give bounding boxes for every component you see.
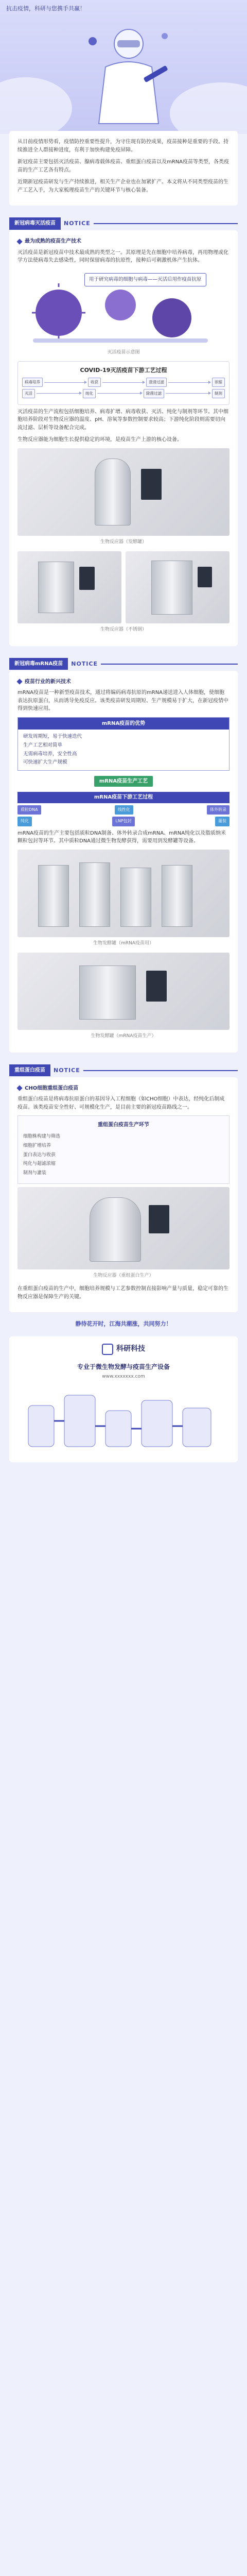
closing-tip: 静待花开时，江海共潮涨，共同努力！ bbox=[75, 1320, 172, 1328]
paragraph: 灭活疫苗是新冠疫苗中技术最成熟的类型之一。其原理是先在细胞中培养病毒，再用物理或化学方法使病毒失去感染性，同时保留病毒的抗原性，接种后可刺激机体产生抗体。 bbox=[17, 249, 228, 263]
intro-paragraph: 新冠疫苗主要包括灭活疫苗、腺病毒载体疫苗、重组蛋白疫苗以及mRNA疫苗等类型，各类疫苗的生产工艺各有特点。 bbox=[17, 159, 230, 173]
subheading bbox=[17, 238, 230, 246]
section-header-recombinant bbox=[9, 1064, 238, 1077]
flow-node: 体外转录 bbox=[207, 805, 230, 815]
photo-caption: 生物发酵罐（mRNA疫苗用） bbox=[93, 940, 154, 946]
list-item: 无需病毒培养，安全性高 bbox=[23, 751, 77, 757]
flow-row bbox=[17, 817, 230, 826]
paragraph: 重组蛋白疫苗是将病毒抗原蛋白的基因导入工程细胞（如CHO细胞）中表达，经纯化后制成疫苗。该类疫苗安全性好、可规模化生产，是目前主要的新冠疫苗路线之一。 bbox=[17, 1096, 225, 1110]
virus-callout: 用于研究病毒的细胞与病毒——灭活后用作疫苗抗原 bbox=[84, 273, 206, 286]
section-header-mrna bbox=[9, 657, 238, 671]
arrow-icon bbox=[97, 393, 142, 394]
paragraph: 在重组蛋白疫苗的生产中，细胞培养规模与工艺参数控制直接影响产量与质量，稳定可靠的生物反应器是保障生产的关键。 bbox=[17, 1286, 228, 1300]
section-notice: NOTICE bbox=[54, 1067, 80, 1074]
brand-slogan: 专业于微生物发酵与疫苗生产设备 bbox=[77, 1363, 170, 1370]
control-panel bbox=[141, 469, 162, 500]
figure-caption: 灭活疫苗示意图 bbox=[107, 349, 140, 355]
paragraph: mRNA疫苗的生产主要包括质粒DNA制备、体外转录合成mRNA、mRNA纯化以及脂质纳米颗粒包封等环节。其中质粒DNA通过微生物发酵获得，需要用到发酵罐等设备。 bbox=[17, 830, 226, 844]
equipment-photo bbox=[17, 953, 230, 1030]
intro-card bbox=[9, 131, 238, 206]
list-title: 重组蛋白疫苗生产环节 bbox=[98, 1122, 149, 1128]
fermenter-vessel bbox=[162, 865, 192, 927]
bioreactor-vessel bbox=[151, 561, 192, 615]
brand-name: 科研科技 bbox=[116, 1345, 145, 1353]
fermenter-vessel bbox=[38, 865, 69, 927]
flow-node: 收获 bbox=[88, 378, 101, 387]
process-tag: mRNA疫苗生产工艺 bbox=[94, 776, 153, 787]
flow-node: 纯化 bbox=[17, 817, 32, 826]
hero-top-text: 抗击疫情，科研与您携手共赢！ bbox=[6, 5, 85, 12]
tag-wrapper bbox=[17, 776, 230, 787]
list-item: 细胞扩增培养 bbox=[23, 1143, 51, 1148]
flow-node: 除菌过滤 bbox=[144, 389, 164, 398]
diamond-bullet-icon bbox=[16, 679, 22, 685]
section-label: 重组蛋白疫苗 bbox=[9, 1064, 50, 1077]
hero-cloud bbox=[0, 77, 72, 134]
subheading-text: CHO细胞重组蛋白疫苗 bbox=[25, 1085, 79, 1091]
footer-spacer bbox=[0, 1462, 247, 1472]
list-item: 制剂与灌装 bbox=[23, 1171, 47, 1176]
section-card-mrna bbox=[9, 671, 238, 1053]
section-card-recombinant bbox=[9, 1077, 238, 1313]
bioreactor-vessel bbox=[90, 1197, 141, 1262]
flow-node: 澄清过滤 bbox=[146, 378, 167, 387]
advantages-list bbox=[18, 730, 229, 770]
section-card-inactivated bbox=[9, 230, 238, 646]
equipment-photo bbox=[17, 850, 230, 937]
flow-node: 线性化 bbox=[115, 805, 133, 815]
intro-paragraph: 从目前疫情形势看，疫情防控重要性提升，为守住现有防控成果，疫苗接种是重要的手段。持续推进全人群接种进度，有利于加快构建免疫屏障。 bbox=[17, 139, 228, 153]
section-notice: NOTICE bbox=[64, 220, 91, 227]
subheading-text: 疫苗行业的新兴技术 bbox=[25, 679, 71, 685]
control-panel bbox=[146, 971, 167, 1002]
paragraph: mRNA疫苗是一种新型疫苗技术，通过将编码病毒抗原的mRNA递送进入人体细胞，使细胞表达抗原蛋白，从而诱导免疫反应。该类疫苗研发周期短、生产规模易于扩大，在新冠疫情中得到快速应用。 bbox=[17, 690, 228, 712]
flow-row bbox=[22, 378, 225, 387]
flow-row bbox=[17, 805, 230, 815]
section-divider bbox=[94, 223, 238, 224]
fermenter-vessel bbox=[120, 868, 151, 927]
process-flow-diagram bbox=[17, 361, 230, 404]
flow-node: 病毒培养 bbox=[22, 378, 43, 387]
list-item: 生产工艺相对简单 bbox=[23, 742, 63, 748]
fermenter-vessel bbox=[79, 862, 110, 927]
section-divider bbox=[101, 664, 238, 665]
control-panel bbox=[198, 567, 212, 587]
brand-website: www.xxxxxxx.com bbox=[102, 1374, 145, 1380]
flow-node: 灌装 bbox=[215, 817, 230, 826]
control-panel bbox=[79, 567, 95, 590]
photo-caption: 生物反应器（重组蛋白生产） bbox=[93, 1273, 154, 1279]
paragraph: 生物反应器能为细胞生长提供稳定的环境，是疫苗生产上游的核心设备。 bbox=[17, 437, 182, 443]
arrow-icon bbox=[44, 382, 86, 383]
list-item: 蛋白表达与收获 bbox=[23, 1152, 56, 1158]
flow-title: mRNA疫苗下游工艺过程 bbox=[17, 792, 230, 803]
logo-icon bbox=[102, 1344, 113, 1355]
flow-row bbox=[22, 389, 225, 398]
arrow-icon bbox=[37, 393, 81, 394]
brand-card bbox=[9, 1336, 238, 1462]
subheading bbox=[17, 678, 230, 686]
list-item: 细胞株构建与筛选 bbox=[23, 1133, 61, 1139]
subheading-text: 最为成熟的疫苗生产技术 bbox=[25, 239, 81, 244]
bioreactor-vessel bbox=[38, 562, 74, 613]
equipment-photo bbox=[126, 551, 230, 623]
brand-logo bbox=[102, 1344, 145, 1355]
equipment-photo bbox=[17, 551, 121, 623]
list-item: 研发周期短，易于快速迭代 bbox=[23, 734, 82, 740]
flow-node: 浓缩 bbox=[212, 378, 225, 387]
list-item: 可快速扩大生产规模 bbox=[23, 759, 67, 766]
list-item: 纯化与超滤浓缩 bbox=[23, 1161, 56, 1167]
bioreactor-vessel bbox=[95, 459, 131, 526]
equipment-photo bbox=[17, 448, 230, 536]
section-notice: NOTICE bbox=[71, 660, 98, 668]
section-divider bbox=[83, 1070, 238, 1071]
paragraph: 灭活疫苗的生产流程包括细胞培养、病毒扩增、病毒收获、灭活、纯化与制剂等环节。其中细胞培养阶段对生物反应器的温度、pH、溶氧等参数控制要求较高；下游纯化阶段则需要切向流过滤、层析等设备配合完成。 bbox=[17, 409, 228, 431]
flow-node: 制剂 bbox=[212, 389, 225, 398]
flow-node: 纯化 bbox=[83, 389, 96, 398]
flow-node: 灭活 bbox=[22, 389, 35, 398]
mrna-advantages-box bbox=[17, 717, 230, 771]
arrow-icon bbox=[168, 382, 210, 383]
hero-banner bbox=[0, 0, 247, 134]
flow-node: LNP包封 bbox=[112, 817, 134, 826]
hero-cloud bbox=[170, 82, 247, 134]
section-label: 新冠病毒灭活疫苗 bbox=[9, 217, 61, 230]
pipeline-illustration bbox=[18, 1385, 229, 1452]
box-heading: mRNA疫苗的优势 bbox=[18, 718, 229, 730]
arrow-icon bbox=[102, 382, 145, 383]
section-label: 新冠病毒mRNA疫苗 bbox=[9, 658, 68, 670]
photo-caption: 生物反应器（不锈钢） bbox=[100, 626, 147, 632]
arrow-icon bbox=[166, 393, 210, 394]
virus-illustration bbox=[17, 269, 230, 346]
flow-node: 质粒DNA bbox=[17, 805, 41, 815]
control-panel bbox=[149, 1205, 169, 1233]
photo-grid bbox=[17, 551, 230, 623]
diamond-bullet-icon bbox=[16, 1086, 22, 1091]
mrna-process-flow bbox=[17, 792, 230, 826]
subheading bbox=[17, 1084, 230, 1093]
doctor-illustration bbox=[77, 21, 180, 129]
fermenter-vessel bbox=[79, 965, 136, 1020]
production-steps-list bbox=[17, 1115, 230, 1184]
diamond-bullet-icon bbox=[16, 239, 22, 244]
photo-caption: 生物发酵罐（mRNA疫苗生产） bbox=[91, 1033, 156, 1039]
flow-title: COVID-19灭活疫苗下游工艺过程 bbox=[80, 367, 167, 374]
photo-caption: 生物反应器（发酵罐） bbox=[100, 539, 147, 545]
intro-paragraph: 近期新冠疫苗研发与生产持续推进，相关生产企业也在加紧扩产。本文将从不同类型疫苗的生产工艺入手，为大家梳理疫苗生产的关键环节与核心装备。 bbox=[17, 179, 228, 193]
equipment-photo bbox=[17, 1187, 230, 1269]
section-header-inactivated bbox=[9, 217, 238, 230]
